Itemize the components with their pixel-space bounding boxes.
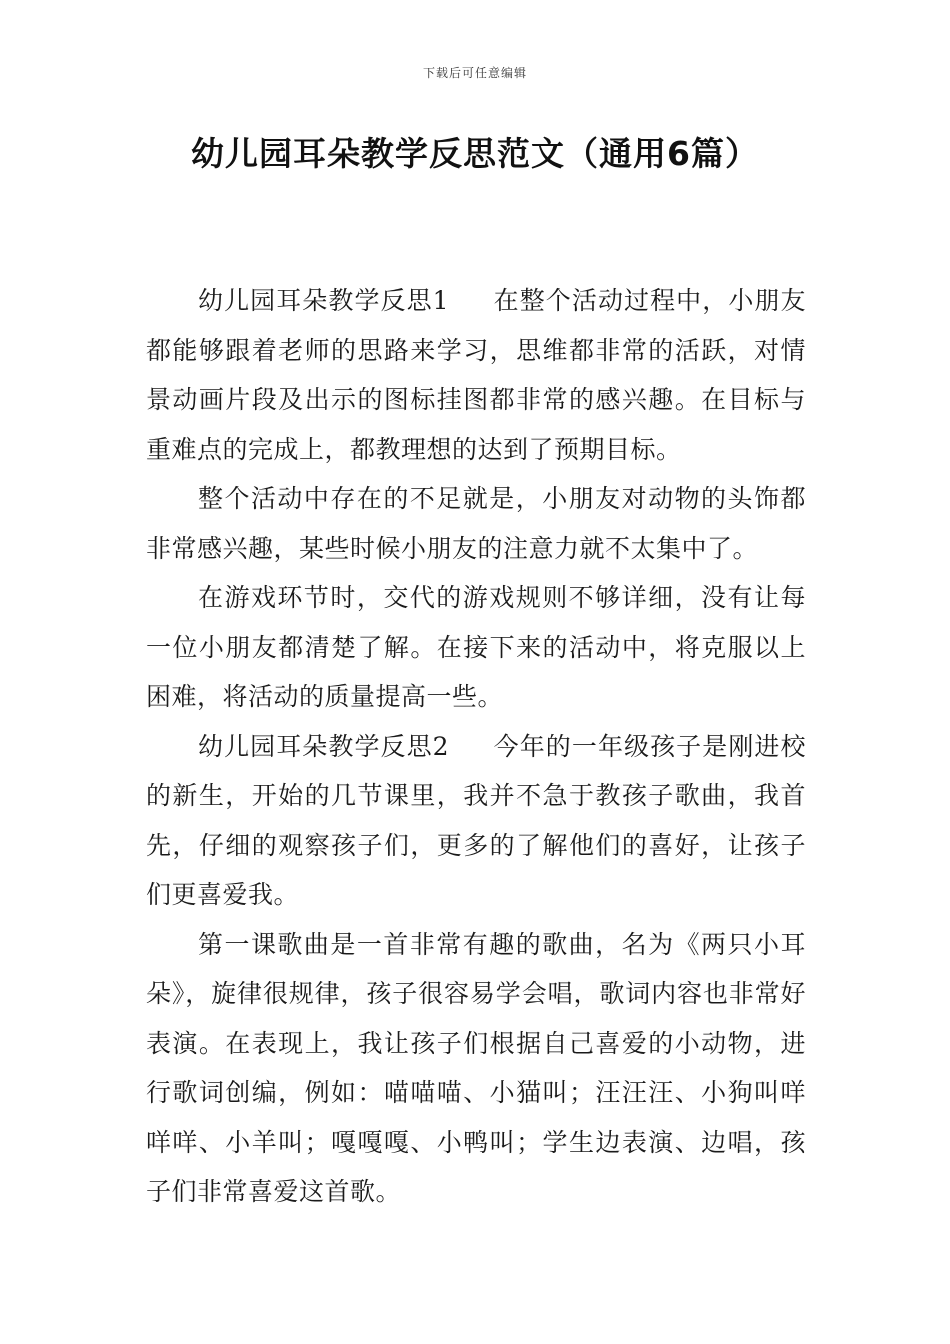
section-label: 幼儿园耳朵教学反思1 <box>198 286 450 315</box>
header-note: 下载后可任意编辑 <box>422 66 527 80</box>
paragraph <box>146 920 806 1217</box>
paragraph <box>146 276 806 474</box>
paragraph-text: 整个活动中存在的不足就是，小朋友对动物的头饰都非常感兴趣，某些时候小朋友的注意力就不太集中了。 <box>146 484 806 563</box>
section-label: 幼儿园耳朵教学反思2 <box>198 731 450 761</box>
paragraph-text: 今年的一年级孩子是刚进校的新生，开始的几节课里，我并不急于教孩子歌曲，我首先，仔细的观察孩子们，更多的了解他们的喜好，让孩子们更喜爱我。 <box>146 731 806 909</box>
paragraph-text: 在整个活动过程中，小朋友都能够跟着老师的思路来学习，思维都非常的活跃，对情景动画片段及出示的图标挂图都非常的感兴趣。在目标与重难点的完成上，都教理想的达到了预期目标。 <box>146 286 806 464</box>
document-body <box>146 276 806 1217</box>
paragraph-text: 第一课歌曲是一首非常有趣的歌曲，名为《两只小耳朵》，旋律很规律，孩子很容易学会唱，歌词内容也非常好表演。在表现上，我让孩子们根据自己喜爱的小动物，进行歌词创编，例如：喵喵喵、小猫叫；汪汪汪、小狗叫咩咩咩、小羊叫；嘎嘎嘎、小鸭叫；学生边表演、边唱，孩子们非常喜爱这首歌。 <box>146 929 806 1206</box>
paragraph-text: 在游戏环节时，交代的游戏规则不够详细，没有让每一位小朋友都清楚了解。在接下来的活动中，将克服以上困难，将活动的质量提高一些。 <box>146 583 806 711</box>
paragraph <box>146 722 806 920</box>
paragraph <box>146 474 806 573</box>
document-title: 幼儿园耳朵教学反思范文（通用6篇） <box>191 134 759 173</box>
paragraph <box>146 573 806 722</box>
